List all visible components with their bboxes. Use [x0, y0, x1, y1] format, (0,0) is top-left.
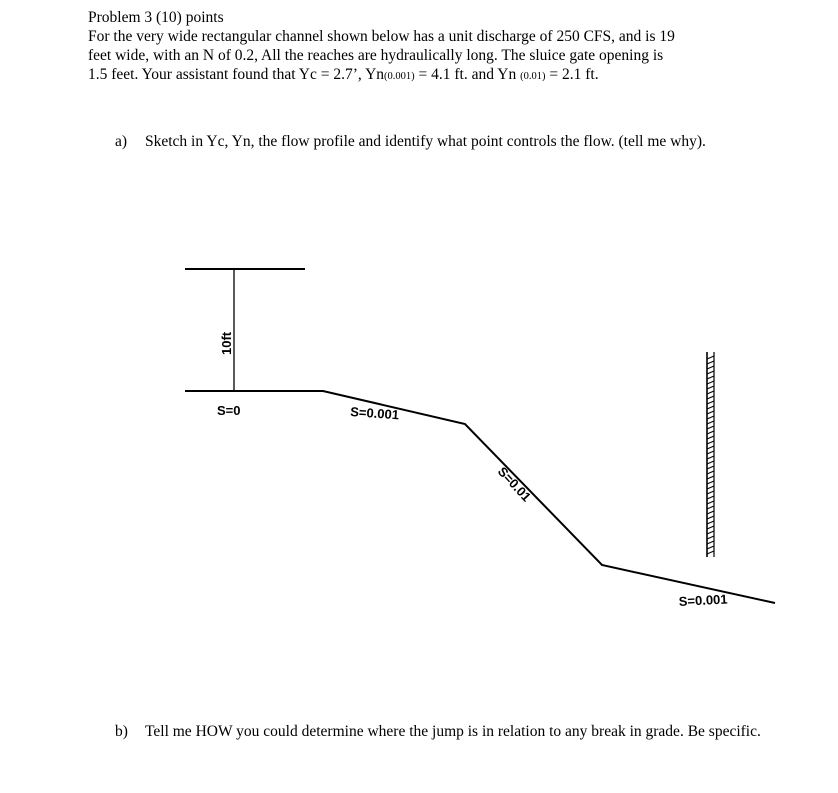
gate-hatch-mark [707, 506, 714, 509]
gate-hatch-mark [707, 391, 714, 394]
problem-line-2: feet wide, with an N of 0.2, All the reaches are hydraulically long. The sluice gate opening is [88, 47, 664, 64]
head-dimension-label: 10ft [219, 331, 234, 355]
gate-hatch-mark [707, 551, 714, 554]
gate-hatch-mark [707, 496, 714, 499]
problem-line-3-part-b: = 4.1 ft. and Yn [414, 66, 521, 83]
gate-hatch-mark [707, 521, 714, 524]
gate-hatch-mark [707, 466, 714, 469]
gate-hatch-mark [707, 401, 714, 404]
gate-hatch-mark [707, 436, 714, 439]
problem-line-1: For the very wide rectangular channel shown below has a unit discharge of 250 CFS, and is 19 [88, 28, 675, 45]
reach-1-slope-label: S=0 [217, 403, 241, 418]
gate-hatch-mark [707, 546, 714, 549]
gate-hatch-mark [707, 441, 714, 444]
gate-hatch-mark [707, 526, 714, 529]
gate-hatch-mark [707, 406, 714, 409]
gate-hatch-mark [707, 376, 714, 379]
gate-hatch-mark [707, 536, 714, 539]
gate-hatch-mark [707, 361, 714, 364]
gate-hatch-mark [707, 431, 714, 434]
question-b-label: b) [115, 723, 128, 740]
gate-hatch-mark [707, 516, 714, 519]
gate-hatch-mark [707, 471, 714, 474]
gate-hatch-mark [707, 411, 714, 414]
problem-title: Problem 3 (10) points [88, 9, 224, 26]
yn-subscript-001: (0.01) [520, 71, 546, 82]
gate-hatch-mark [707, 356, 714, 359]
gate-hatch-mark [707, 386, 714, 389]
gate-hatch-mark [707, 461, 714, 464]
gate-hatch-mark [707, 511, 714, 514]
gate-hatch-mark [707, 481, 714, 484]
gate-hatch-mark [707, 366, 714, 369]
gate-hatch-mark [707, 456, 714, 459]
problem-line-3-part-a: 1.5 feet. Your assistant found that Yc = 2.7’, Yn [88, 66, 385, 83]
gate-hatch-mark [707, 371, 714, 374]
gate-hatch-mark [707, 396, 714, 399]
question-a-label: a) [115, 133, 128, 150]
gate-hatch-mark [707, 531, 714, 534]
gate-hatch-mark [707, 501, 714, 504]
reach-3-slope-label: S=0.01 [494, 463, 535, 505]
gate-hatch-mark [707, 486, 714, 489]
gate-hatch-mark [707, 421, 714, 424]
gate-hatch-mark [707, 381, 714, 384]
gate-hatch-mark [707, 446, 714, 449]
gate-hatch-mark [707, 416, 714, 419]
gate-hatch-mark [707, 541, 714, 544]
question-b-text: Tell me HOW you could determine where the jump is in relation to any break in grade. Be specific. [145, 723, 761, 740]
sluice-gate [707, 352, 714, 557]
question-a-text: Sketch in Yc, Yn, the flow profile and identify what point controls the flow. (tell me why). [145, 133, 706, 150]
gate-hatch-mark [707, 426, 714, 429]
yn-subscript-0001: (0.001) [384, 71, 415, 82]
channel-bed-profile [185, 391, 775, 603]
gate-hatch-mark [707, 476, 714, 479]
problem-line-3-part-c: = 2.1 ft. [545, 66, 599, 83]
reach-2-slope-label: S=0.001 [349, 404, 400, 423]
reach-4-slope-label: S=0.001 [678, 591, 728, 609]
gate-hatch-mark [707, 451, 714, 454]
gate-hatch-mark [707, 491, 714, 494]
